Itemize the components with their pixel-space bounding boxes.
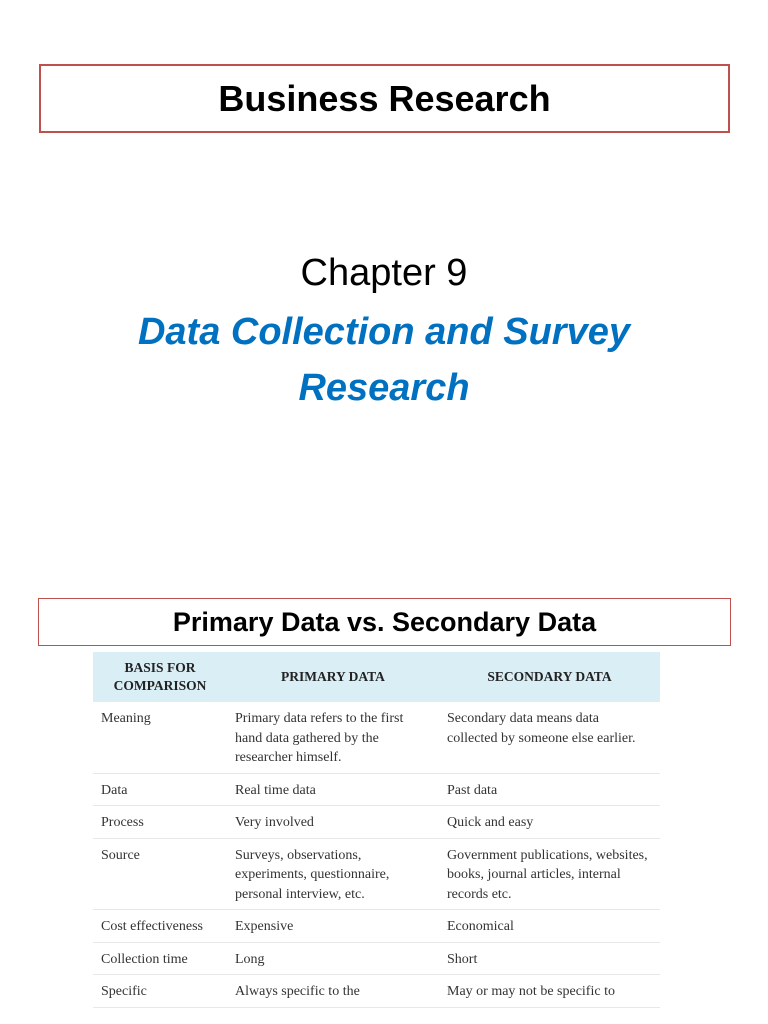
cell-basis: Source	[93, 838, 227, 910]
cell-secondary: Government publications, websites, books, journal articles, internal records etc.	[439, 838, 660, 910]
table-row	[93, 838, 660, 910]
cell-basis: Collection time	[93, 942, 227, 975]
cell-primary: Primary data refers to the first hand data gathered by the researcher himself.	[227, 702, 439, 773]
table-header-row	[93, 652, 660, 702]
header-secondary: SECONDARY DATA	[439, 652, 660, 702]
cell-secondary: Quick and easy	[439, 806, 660, 839]
table-row	[93, 942, 660, 975]
cell-secondary: Past data	[439, 773, 660, 806]
subtitle-line-2: Research	[298, 367, 470, 409]
chapter-label: Chapter 9	[300, 252, 468, 294]
title-box	[39, 64, 730, 133]
cell-secondary: Economical	[439, 910, 660, 943]
cell-primary: Surveys, observations, experiments, questionnaire, personal interview, etc.	[227, 838, 439, 910]
table-row	[93, 702, 660, 773]
section-title: Primary Data vs. Secondary Data	[172, 606, 597, 637]
table-row	[93, 773, 660, 806]
comparison-table	[93, 652, 660, 1008]
cell-secondary: Short	[439, 942, 660, 975]
cell-primary: Long	[227, 942, 439, 975]
section-title-box	[38, 598, 731, 646]
cell-secondary: Secondary data means data collected by someone else earlier.	[439, 702, 660, 773]
cell-basis: Data	[93, 773, 227, 806]
table-row	[93, 910, 660, 943]
cell-basis: Process	[93, 806, 227, 839]
cell-basis: Specific	[93, 975, 227, 1008]
cell-primary: Always specific to the	[227, 975, 439, 1008]
cell-basis: Meaning	[93, 702, 227, 773]
cell-primary: Expensive	[227, 910, 439, 943]
table-row	[93, 975, 660, 1008]
header-primary: PRIMARY DATA	[227, 652, 439, 702]
page-title: Business Research	[218, 77, 551, 119]
cell-primary: Very involved	[227, 806, 439, 839]
table-row	[93, 806, 660, 839]
header-basis: BASIS FOR COMPARISON	[93, 652, 227, 702]
cell-primary: Real time data	[227, 773, 439, 806]
cell-secondary: May or may not be specific to	[439, 975, 660, 1008]
subtitle-line-1: Data Collection and Survey	[137, 311, 630, 353]
chapter-subtitle	[0, 304, 768, 416]
cell-basis: Cost effectiveness	[93, 910, 227, 943]
